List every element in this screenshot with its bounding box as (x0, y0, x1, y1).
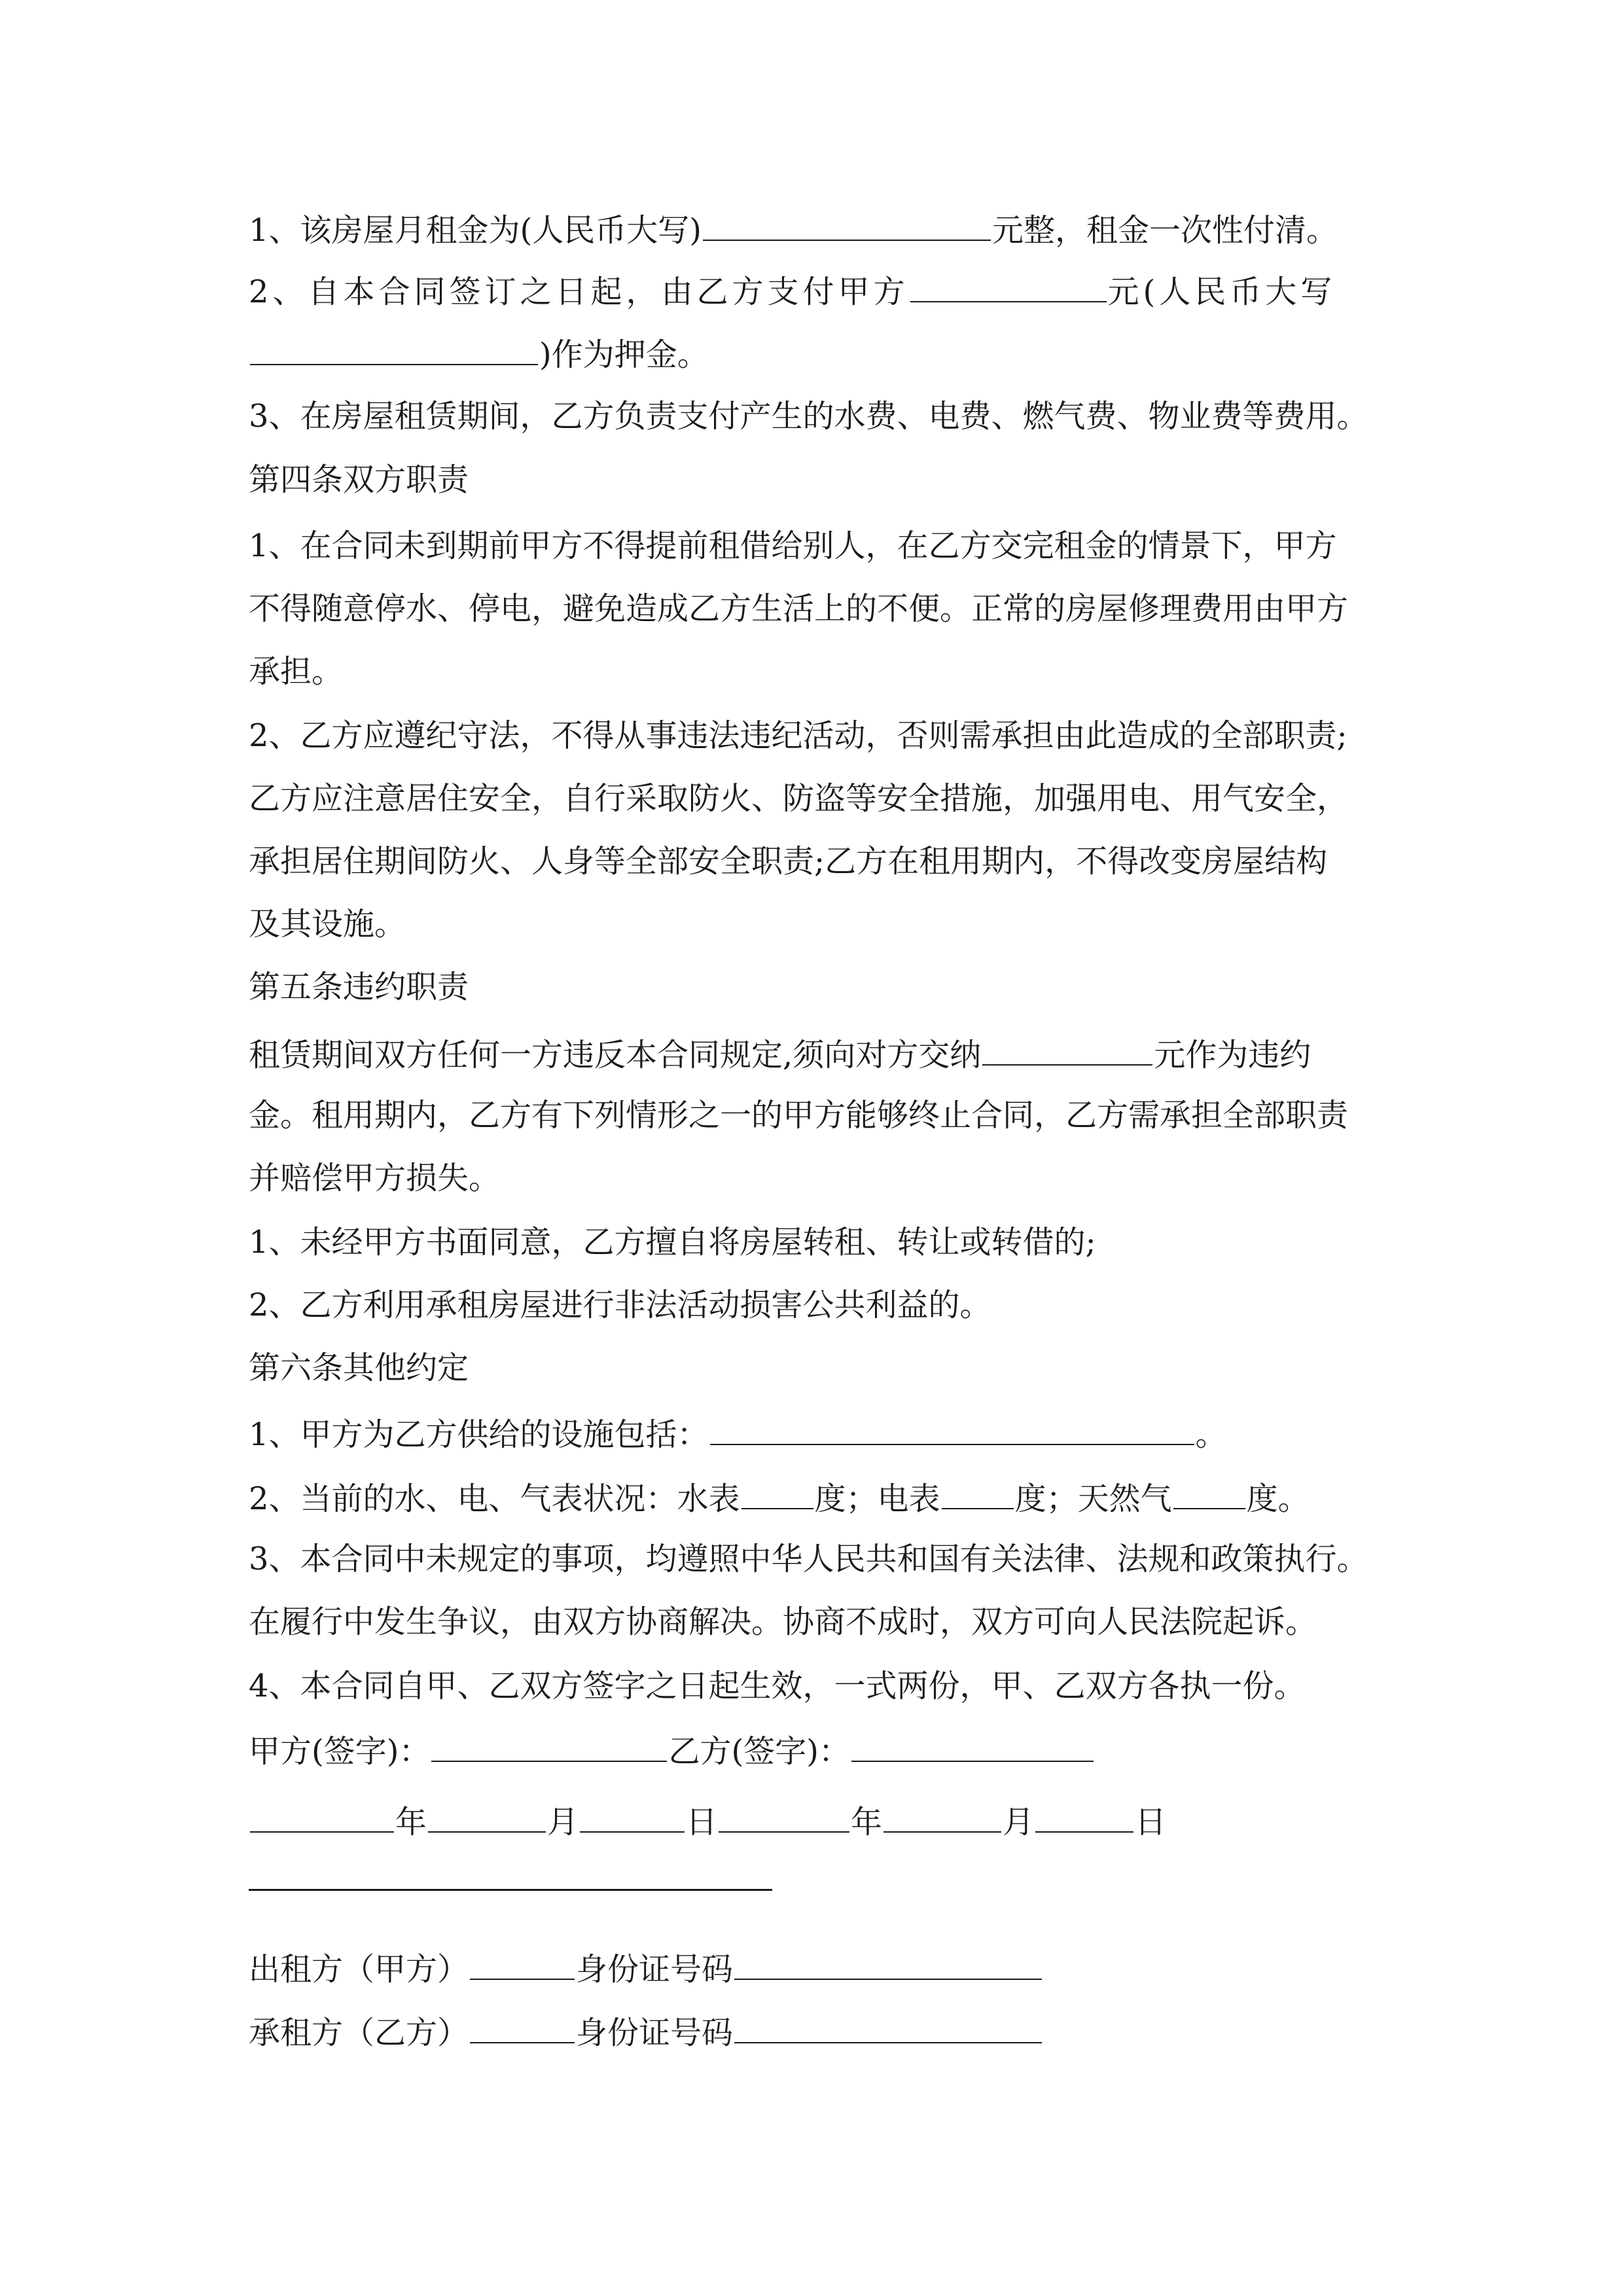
article-5-item-2: 2、乙方利用承租房屋进行非法活动损害公共利益的。 (249, 1287, 991, 1323)
rent-item-2-line-2 (249, 332, 709, 372)
party-a-signature-label: 甲方(签字)： (249, 1733, 431, 1770)
party-b-day-label: 日 (1135, 1804, 1167, 1840)
rent-item-2-text-mid: 元(人民币大写 (1107, 274, 1336, 310)
article-5-line-3: 并赔偿甲方损失。 (249, 1160, 501, 1196)
article-4-item-1-line-2: 不得随意停水、停电，避免造成乙方生活上的不便。正常的房屋修理费用由甲方 (249, 590, 1349, 627)
party-b-month-blank[interactable] (883, 1800, 1001, 1833)
article-4-item-2-line-4: 及其设施。 (249, 906, 406, 942)
article-6-item-3-line-1: 3、本合同中未规定的事项，均遵照中华人民共和国有关法律、法规和政策执行。 (249, 1541, 1368, 1577)
deposit-amount-blank[interactable] (910, 270, 1107, 302)
gas-meter-blank[interactable] (1173, 1477, 1245, 1509)
article-5-line-1-text-end: 元作为违约 (1154, 1037, 1311, 1073)
meter-status-end: 度。 (1246, 1480, 1310, 1517)
date-line (249, 1800, 1166, 1839)
party-a-year-label: 年 (395, 1804, 427, 1840)
water-meter-blank[interactable] (741, 1477, 813, 1509)
party-a-day-label: 日 (686, 1804, 718, 1840)
article-6-item-4: 4、本合同自甲、乙双方签字之日起生效，一式两份，甲、乙双方各执一份。 (249, 1668, 1306, 1704)
article-4-item-2-line-1: 2、乙方应遵纪守法，不得从事违法违纪活动，否则需承担由此造成的全部职责; (249, 717, 1347, 754)
party-b-month-label: 月 (1003, 1804, 1035, 1840)
article-4-item-1-line-1: 1、在合同未到期前甲方不得提前租借给别人，在乙方交完租金的情景下，甲方 (249, 528, 1337, 564)
facilities-blank[interactable] (710, 1412, 1194, 1445)
lessee-label: 承租方（乙方） (249, 2015, 469, 2051)
article-4-item-2-line-3: 承担居住期间防火、人身等全部安全职责;乙方在租用期内，不得改变房屋结构 (249, 843, 1328, 880)
rent-item-3: 3、在房屋租赁期间，乙方负责支付产生的水费、电费、燃气费、物业费等费用。 (249, 398, 1368, 435)
lessee-row (249, 2011, 1043, 2050)
party-a-month-blank[interactable] (428, 1800, 546, 1833)
party-b-signature-label: 乙方(签字)： (668, 1733, 850, 1770)
party-a-day-blank[interactable] (580, 1800, 685, 1833)
lessor-name-blank[interactable] (470, 1947, 575, 1980)
party-a-month-label: 月 (547, 1804, 579, 1840)
party-b-year-blank[interactable] (719, 1800, 849, 1833)
article-6-item-1-text: 1、甲方为乙方供给的设施包括： (249, 1416, 709, 1453)
article-5-title: 第五条违约职责 (249, 969, 469, 1005)
rent-item-1-text-end: 元整，租金一次性付清。 (992, 212, 1338, 249)
lessor-id-blank[interactable] (734, 1947, 1042, 1980)
article-5-line-1-text: 租赁期间双方任何一方违反本合同规定,须向对方交纳 (249, 1037, 982, 1073)
lessee-name-blank[interactable] (470, 2011, 575, 2043)
article-5-line-1 (249, 1033, 1311, 1072)
article-5-item-1: 1、未经甲方书面同意，乙方擅自将房屋转租、转让或转借的; (249, 1224, 1096, 1261)
party-b-year-label: 年 (851, 1804, 883, 1840)
penalty-amount-blank[interactable] (982, 1033, 1152, 1066)
electric-meter-label: 度；电表 (814, 1480, 940, 1517)
rent-item-2-line-1 (249, 270, 1336, 309)
article-5-line-2: 金。租用期内，乙方有下列情形之一的甲方能够终止合同，乙方需承担全部职责 (249, 1097, 1349, 1134)
article-6-item-2 (249, 1477, 1310, 1516)
article-6-item-1 (249, 1412, 1227, 1452)
deposit-capital-blank[interactable] (250, 332, 538, 365)
lessee-id-blank[interactable] (734, 2011, 1042, 2043)
rent-amount-blank[interactable] (703, 208, 991, 241)
lessor-label: 出租方（甲方） (249, 1951, 469, 1988)
article-4-item-2-line-2: 乙方应注意居住安全，自行采取防火、防盗等安全措施，加强用电、用气安全， (249, 780, 1349, 817)
rent-item-1-text: 1、该房屋月租金为(人民币大写) (249, 212, 702, 249)
party-b-day-blank[interactable] (1035, 1800, 1133, 1833)
article-6-item-1-text-end: 。 (1195, 1416, 1227, 1453)
lessor-row (249, 1947, 1043, 1986)
article-4-item-1-line-3: 承担。 (249, 653, 344, 690)
section-divider (249, 1889, 772, 1891)
party-a-year-blank[interactable] (250, 1800, 394, 1833)
party-b-signature-blank[interactable] (851, 1729, 1094, 1762)
article-4-title: 第四条双方职责 (249, 461, 469, 498)
article-6-item-3-line-2: 在履行中发生争议，由双方协商解决。协商不成时，双方可向人民法院起诉。 (249, 1604, 1317, 1640)
lessor-id-label: 身份证号码 (576, 1951, 734, 1988)
rent-item-2-text-end: )作为押金。 (539, 336, 709, 373)
rent-item-2-text: 2、自本合同签订之日起，由乙方支付甲方 (249, 274, 909, 310)
gas-meter-label: 度；天然气 (1014, 1480, 1172, 1517)
article-6-title: 第六条其他约定 (249, 1350, 469, 1386)
rent-item-1 (249, 208, 1338, 247)
signature-line (249, 1729, 1095, 1768)
party-a-signature-blank[interactable] (431, 1729, 667, 1762)
meter-status-text: 2、当前的水、电、气表状况：水表 (249, 1480, 740, 1517)
electric-meter-blank[interactable] (942, 1477, 1014, 1509)
lessee-id-label: 身份证号码 (576, 2015, 734, 2051)
